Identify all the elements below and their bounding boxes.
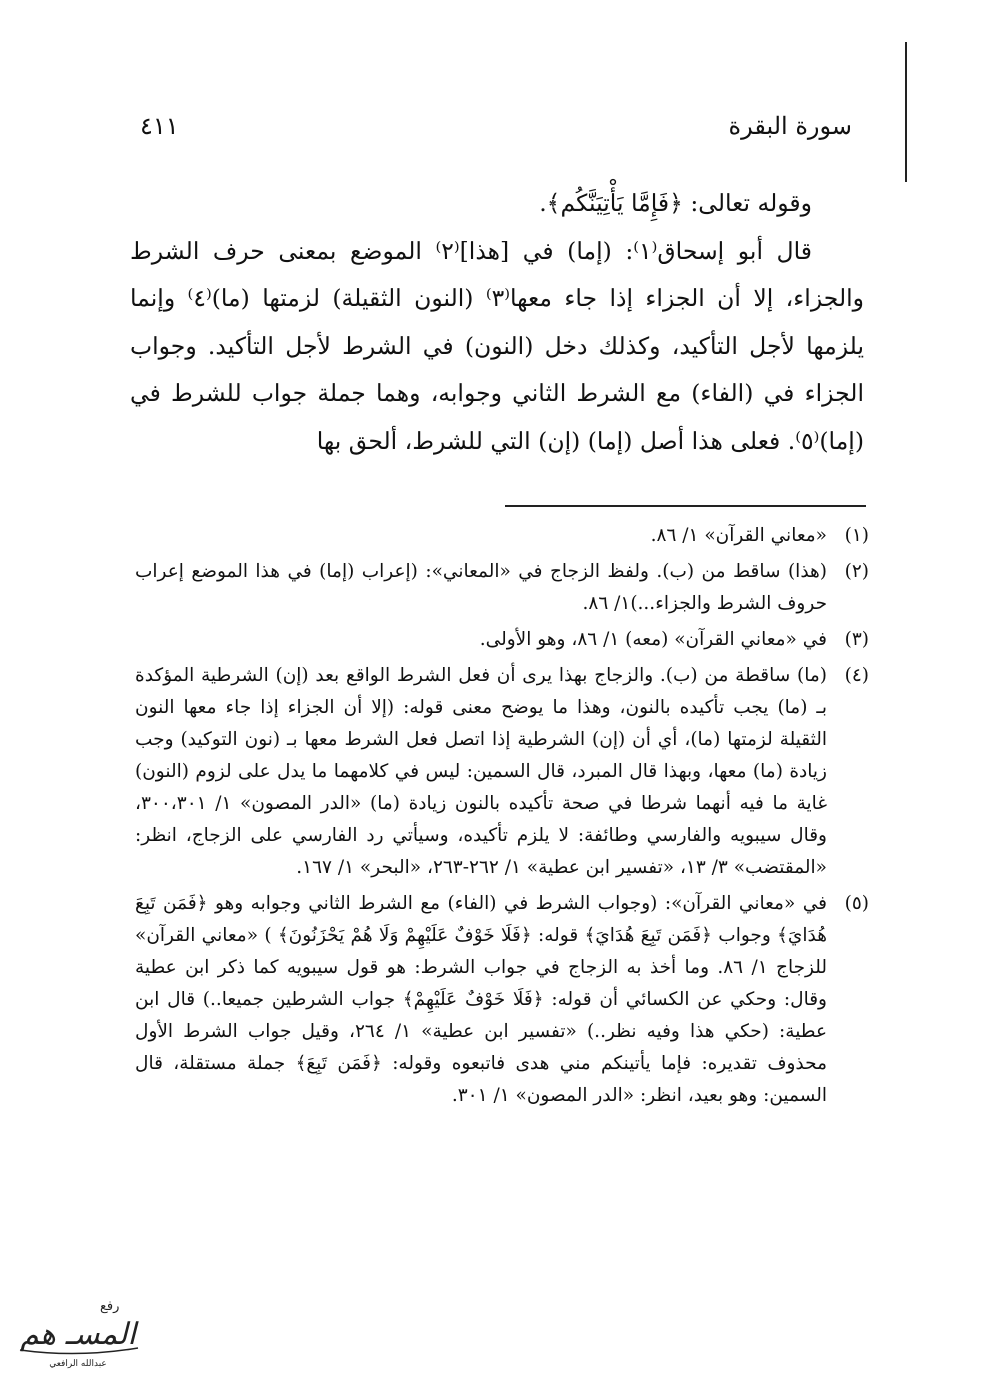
- footnote: [135, 660, 869, 884]
- footnote-text: (هذا) ساقط من (ب). ولفظ الزجاج في «المعاني»: (إعراب (إما) في هذا الموضع إعراب حروف الشرط والجزاء...)١/ ٨٦.: [135, 561, 827, 614]
- main-paragraph: قال أبو إسحاق⁽١⁾: (إما) في [هذا]⁽٢⁾ الموضع بمعنى حرف الشرط والجزاء، إلا أن الجزاء إذا جاء معها⁽٣⁾ (النون الثقيلة) لزمتها (ما)⁽٤⁾ وإنما يلزمها لأجل التأكيد، وكذلك دخل (النون) في الشرط لأجل التأكيد. وجواب الجزاء في (الفاء) مع الشرط الثاني وجوابه، وهما جملة جواب للشرط في (إما)⁽٥⁾. فعلى هذا أصل (إما) (إن) التي للشرط، ألحق بها: [130, 236, 864, 455]
- verse-line: وقوله تعالى: ﴿فَإِمَّا يَأْتِيَنَّكُم﴾.: [539, 189, 812, 217]
- footnote-number: (٢): [844, 561, 869, 582]
- stamp-sub-text: عبدالله الرافعي: [49, 1359, 107, 1369]
- footnote: [135, 520, 869, 552]
- page-number: ٤١١: [140, 112, 179, 140]
- publisher-stamp: [8, 1292, 148, 1372]
- stamp-top-text: رفع: [100, 1299, 120, 1314]
- page-edge-line: [905, 42, 907, 182]
- stamp-main-text: المسـ هم: [20, 1317, 136, 1352]
- footnote-text: (ما) ساقطة من (ب). والزجاج بهذا يرى أن فعل الشرط الواقع بعد (إن) الشرطية المؤكدة بـ (ما) يجب تأكيده بالنون، وهذا ما يوضح معنى قوله: (إلا أن الجزاء إذا جاء معها النون الثقيلة لزمتها (ما)، أي أن (إن) الشرطية إذا اتصل فعل الشرط معها بـ (نون التوكيد) وجب زيادة (ما) معها، وبهذا قال المبرد، قال السمين: ليس في كلامهما ما يدل على لزوم (النون) غاية ما فيه أنهما شرطا في صحة تأكيده بالنون زيادة (ما) «الدر المصون» ١/ ٣٠٠،٣٠١، وقال سيبويه والفارسي وطائفة: لا يلزم تأكيده، وسيأتي رد الفارسي على الزجاج، انظر: «المقتضب» ٣/ ١٣، «تفسير ابن عطية» ١/ ٢٦٢-٢٦٣، «البحر» ١/ ١٦٧.: [135, 665, 827, 878]
- footnote-text: في «معاني القرآن»: (وجواب الشرط في (الفاء) مع الشرط الثاني وجوابه وهو ﴿فَمَن تَبِعَ هُدَايَ﴾ وجواب ﴿فَمَن تَبِعَ هُدَايَ﴾ قوله: ﴿فَلَا خَوْفٌ عَلَيْهِمْ وَلَا هُمْ يَحْزَنُونَ﴾ ) «معاني القرآن» للزجاج ١/ ٨٦. وما أخذ به الزجاج في جواب الشرط: هو قول سيبويه كما ذكر ابن عطية وقال: وحكي عن الكسائي أن قوله: ﴿فَلَا خَوْفٌ عَلَيْهِمْ﴾ جواب الشرطين جميعا..) قال ابن عطية: (حكي هذا وفيه نظر..) «تفسير ابن عطية» ١/ ٢٦٤، وقيل جواب الشرط الأول محذوف تقديره: فإما يأتينكم مني هدى فاتبعوه وقوله: ﴿فَمَن تَبِعَ﴾ جملة مستقلة، قال السمين: وهو بعيد، انظر: «الدر المصون» ١/ ٣٠١.: [135, 893, 827, 1106]
- main-text: [130, 180, 864, 465]
- footnote: [135, 888, 869, 1112]
- footnote: [135, 556, 869, 620]
- footnote-text: في «معاني القرآن» (معه) ١/ ٨٦، وهو الأولى.: [479, 629, 827, 650]
- footnote-separator: [505, 505, 866, 507]
- footnote-text: «معاني القرآن» ١/ ٨٦.: [650, 525, 827, 546]
- surah-title: سورة البقرة: [728, 112, 852, 140]
- footnote-number: (٥): [844, 893, 869, 914]
- footnote: [135, 624, 869, 656]
- footnote-number: (٣): [844, 629, 869, 650]
- footnote-number: (١): [844, 525, 869, 546]
- page-header: [140, 112, 852, 146]
- footnote-number: (٤): [844, 665, 869, 686]
- footnotes: [135, 520, 869, 1116]
